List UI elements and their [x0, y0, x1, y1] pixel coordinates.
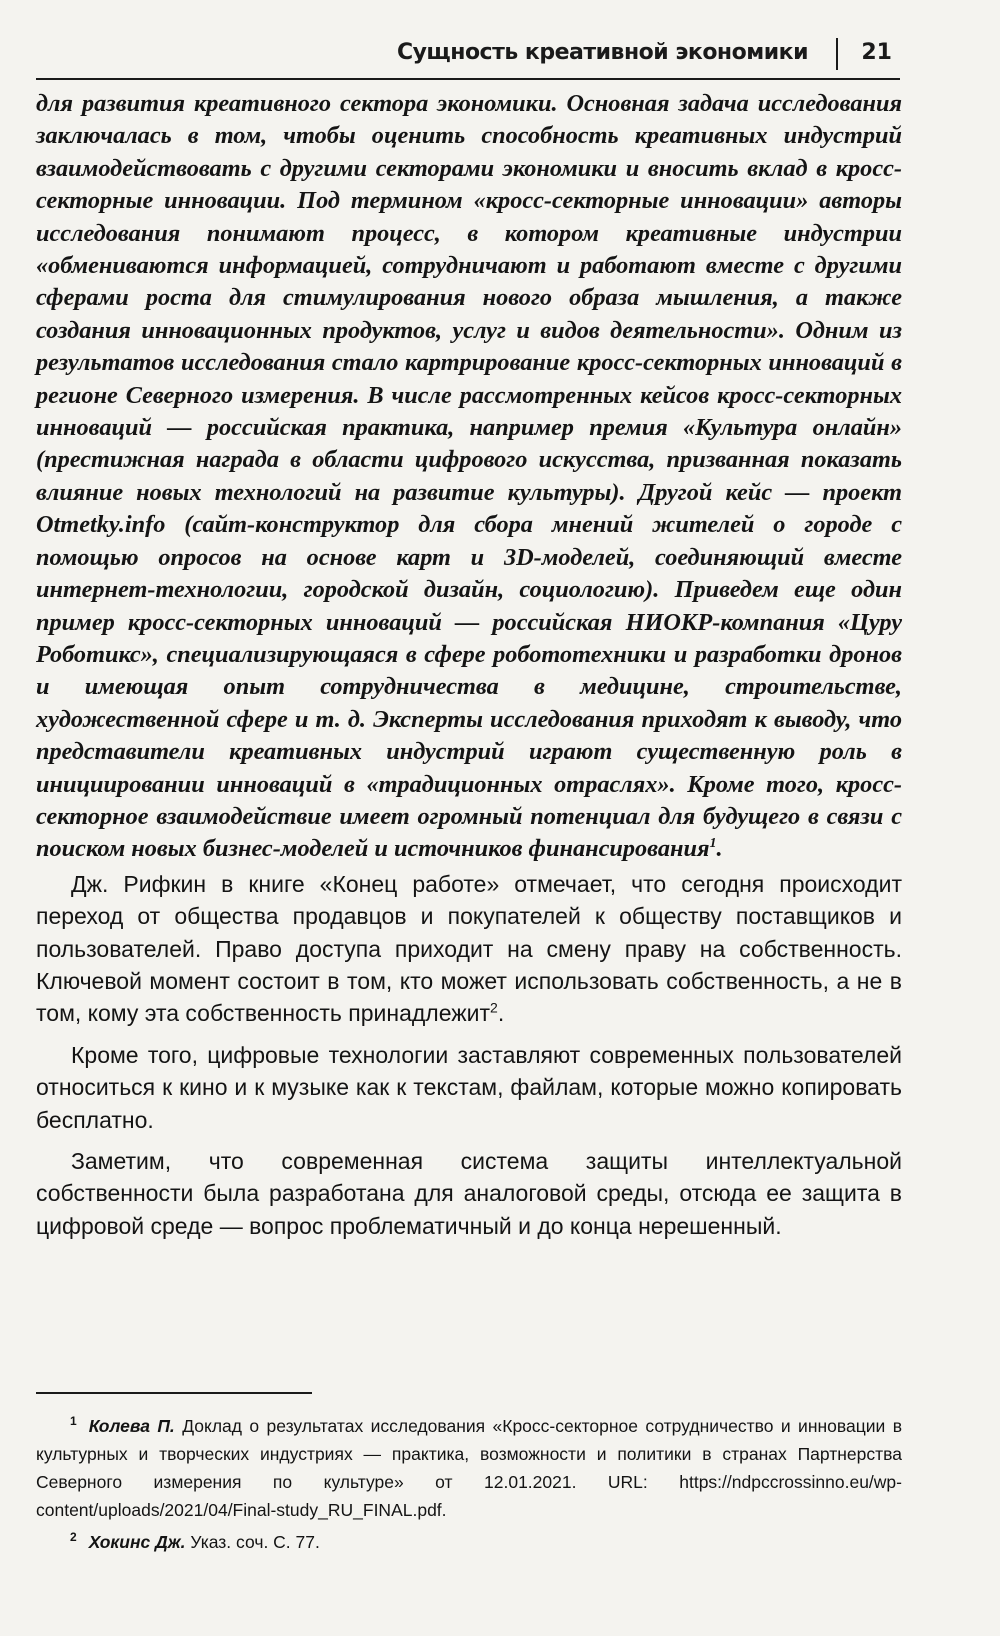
running-header	[36, 36, 900, 80]
page-number: 21	[861, 40, 892, 65]
paragraph-1-text: Дж. Рифкин в книге «Конец работе» отмечает, что сегодня происходит переход от общества продавцов и покупателей к обществу поставщиков и пользователей. Право доступа приходит на смену праву на собственность. Ключевой момент состоит в том, кто может использовать собственность, а не в том, кому эта собственность принадлежит	[36, 870, 902, 1027]
footnote-2	[36, 1528, 902, 1556]
footnote-2-text: Указ. соч. С. 77.	[190, 1532, 320, 1552]
footnote-2-mark: 2	[70, 1530, 77, 1545]
italic-block-end: .	[716, 835, 723, 863]
italic-block-text: для развития креативного сектора экономики. Основная задача исследования заключалась в том, чтобы оценить способность креативных индустрий взаимодействовать с другими секторами экономики и вносить вклад в кросс-секторные инновации. Под термином «кросс-секторные инновации» авторы исследования понимают процесс, в котором креативные индустрии «обмениваются информацией, сотрудничают и работают вместе с другими сферами роста для стимулирования нового образа мышления, а также создания инновационных продуктов, услуг и видов деятельности». Одним из результатов исследования стало картрирование кросс-секторных инноваций в регионе Северного измерения. В числе рассмотренных кейсов кросс-секторных инноваций — российская практика, например премия «Культура онлайн» (престижная награда в области цифрового искусства, призванная показать влияние новых технологий на развитие культуры). Другой кейс — проект Otmetky.info (сайт-конструктор для сбора мнений жителей о городе с помощью опросов на основе карт и 3D-моделей, соединяющий вместе интернет-технологии, городской дизайн, социологию). Приведем еще один пример кросс-секторных инноваций — российская НИОКР-компания «Цуру Роботикс», специализирующаяся в сфере робототехники и разработки дронов и имеющая опыт сотрудничества в медицине, строительстве, художественной сфере и т. д. Эксперты исследования приходят к выводу, что представители креативных индустрий играют существенную роль в инициировании инноваций в «традиционных отраслях». Кроме того, кросс-секторное взаимодействие имеет огромный потенциал для будущего в связи с поиском новых бизнес-моделей и источников финансирования	[36, 90, 902, 863]
header-separator	[836, 38, 838, 70]
footnote-ref-1: 1	[709, 836, 717, 852]
footnote-ref-2: 2	[490, 999, 498, 1016]
footnote-1	[36, 1412, 902, 1524]
footnotes	[36, 1412, 902, 1560]
footnote-1-author: Колева П.	[88, 1416, 175, 1436]
paragraph-1-end: .	[497, 1000, 505, 1027]
paragraph-2-text: Кроме того, цифровые технологии заставляют современных пользователей относиться к кино и к музыке как к текстам, файлам, которые можно копировать бесплатно.	[36, 1041, 902, 1133]
main-text	[36, 88, 902, 1251]
italic-quote-block	[36, 88, 902, 866]
paragraph-1	[36, 868, 902, 1030]
footnote-divider	[36, 1392, 312, 1394]
footnote-1-mark: 1	[70, 1414, 77, 1429]
footnote-2-author: Хокинс Дж.	[88, 1532, 186, 1552]
paragraph-3	[36, 1145, 902, 1242]
footnote-1-text: Доклад о результатах исследования «Кросс-секторное сотрудничество и инновации в культурных и творческих индустриях — практика, возможности и политики в странах Партнерства Северного измерения по культуре» от 12.01.2021. URL: https://ndpccrossinno.eu/wp-content/uploads/2021/04/Final-study_RU_FINAL.pdf.	[36, 1416, 902, 1520]
paragraph-2	[36, 1039, 902, 1136]
running-header-title: Сущность креативной экономики	[396, 40, 808, 65]
paragraph-3-text: Заметим, что современная система защиты интеллектуальной собственности была разработана для аналоговой среды, отсюда ее защита в цифровой среде — вопрос проблематичный и до конца нерешенный.	[36, 1148, 902, 1239]
